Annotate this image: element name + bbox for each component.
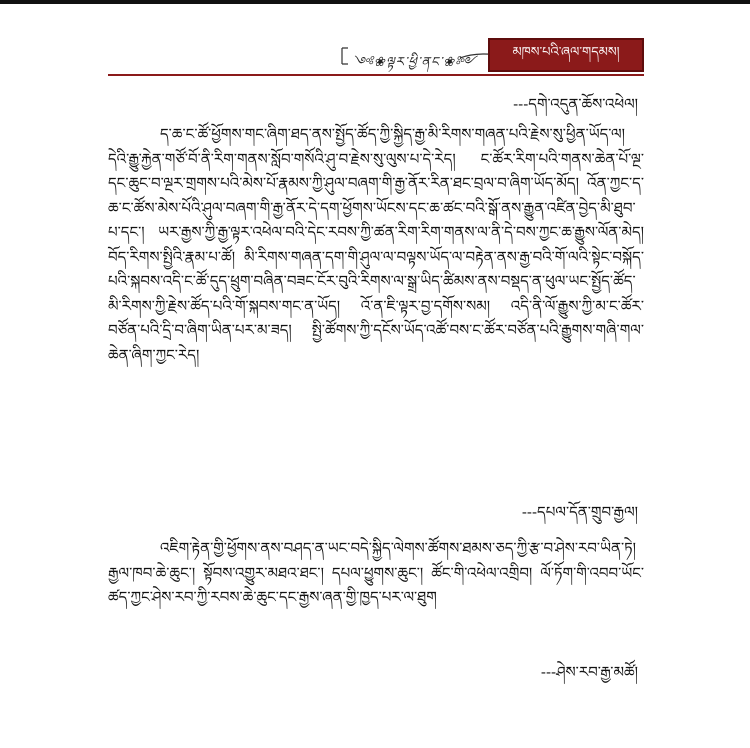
attribution-3: ---ཤེས་རབ་རྒྱ་མཚོ། xyxy=(540,663,638,681)
paragraph-2: འཇིག་རྟེན་གྱི་ཕྱོགས་ནས་བཤད་ན་ཡང་བདེ་སྐྱིད་ལེགས་ཚོགས་ཐམས་ཅད་ཀྱི་རྩ་བ་ཤེས་རབ་ཡིན་ཏེ། རྒྱལ་ཁབ་ཆེ་ཆུང་། སྟོབས་འགྱུར་མཐའ་ཐང་། དཔལ་ཕྱུགས་ཆུང་། ཚོང་གི་འཕེལ་འགྲིབ། ལོ་ཏོག་གི་འབབ་ཡོང་ཚད་ཀྱང་ཤེས་རབ་ཀྱི་རབས་ཆེ་ཆུང་དང་རྒྱས་ཞན་གྱི་ཁྱད་པར་ལ་ཐུག xyxy=(108,539,644,606)
section-label-badge xyxy=(488,38,644,72)
top-border xyxy=(0,0,750,4)
header-divider xyxy=(108,74,644,76)
attribution-2: ---དཔལ་དོན་གྲུབ་རྒྱལ། xyxy=(521,503,638,521)
ornament-text: ༺❀ལྟར་ཕྱི་ནང་❀༻ xyxy=(352,55,477,70)
page-header xyxy=(108,38,644,76)
paragraph-1: ད་ཆ་ང་ཚོ་ཕྱོགས་གང་ཞིག་ཐད་ནས་སྤྱོད་ཚོད་ཀྱི་སྐྱིད་རྒྱ་མི་རིགས་གཞན་པའི་རྗེས་སུ་ཕྱིན་ཡོད་ལ། དེའི་རྒྱུ་རྐྱེན་གཙོ་བོ་ནི་རིག་གནས་སློབ་གསོའི་ཤུ་བ་རྗེས་སུ་ལུས་པ་དེ་རེད། ང་ཚོར་རིག་པའི་གནས་ཆེན་པོ་ལྔ་དང་ཆུང་བ་ལྔར་གྲགས་པའི་མེས་པོ་རྣམས་ཀྱི་ཤུལ་བཞག་གི་རྒྱ་ནོར་རིན་ཐང་བྲལ་བ་ཞིག་ཡོད་མོད། འོན་ཀྱང་ད་ཆ་ང་ཚོས་མེས་པོའི་ཤུལ་བཞག་གི་རྒྱ་ནོར་དེ་དག་ཕྱོགས་ཡོངས་དང་ཆ་ཚང་བའི་སྒོ་ནས་རྒྱུན་འཛིན་བྱེད་མི་ཐུབ་པ་དང་། ཡར་རྒྱས་ཀྱི་རྒྱ་ལྟར་འཕེལ་བའི་དེང་རབས་ཀྱི་ཚན་རིག་རིག་གནས་ལ་ནི་དེ་བས་ཀྱང་ཆ་རྒྱུས་ལོན་མེད། བོད་རིགས་སྤྱིའི་རྣམ་པ་ཚོ། མི་རིགས་གཞན་དག་གི་ཤུལ་ལ་བལྟས་ཡོད་ལ་བརྟེན་ནས་རྒྱ་བའི་གོ་ལའི་སྟེང་བསྐོད་པའི་སྐབས་འདི་ང་ཚོ་དུད་ཕྲུག་བཞིན་བཟང་ངོར་བུའི་རིགས་ལ་སྒྲ་ཡིད་ཚིམས་ནས་བསྡད་ན་ཕུལ་ཡང་སྤྱོད་ཚོད་མི་རིགས་ཀྱི་རྗེས་ཚོད་པའི་གོ་སྐབས་གང་ན་ཡོད། འོ་ན་ཇི་ལྟར་བྱ་དགོས་སམ། འདི་ནི་ལོ་རྒྱུས་ཀྱི་མ་ང་ཚོར་བཙོན་པའི་དྲི་བ་ཞིག་ཡིན་པར་མ་ཟད། སྤྱི་ཚོགས་ཀྱི་དངོས་ཡོད་འཚོ་བས་ང་ཚོར་བཙོན་པའི་རྒྱུགས་གཞི་གལ་ཆེན་ཞིག་ཀྱང་རེད། xyxy=(108,125,644,364)
attribution-1: ---དགེ་འདུན་ཆོས་འཕེལ། xyxy=(513,95,638,113)
section-label-text: མཁས་པའི་ཞལ་གདམས། xyxy=(512,44,620,60)
